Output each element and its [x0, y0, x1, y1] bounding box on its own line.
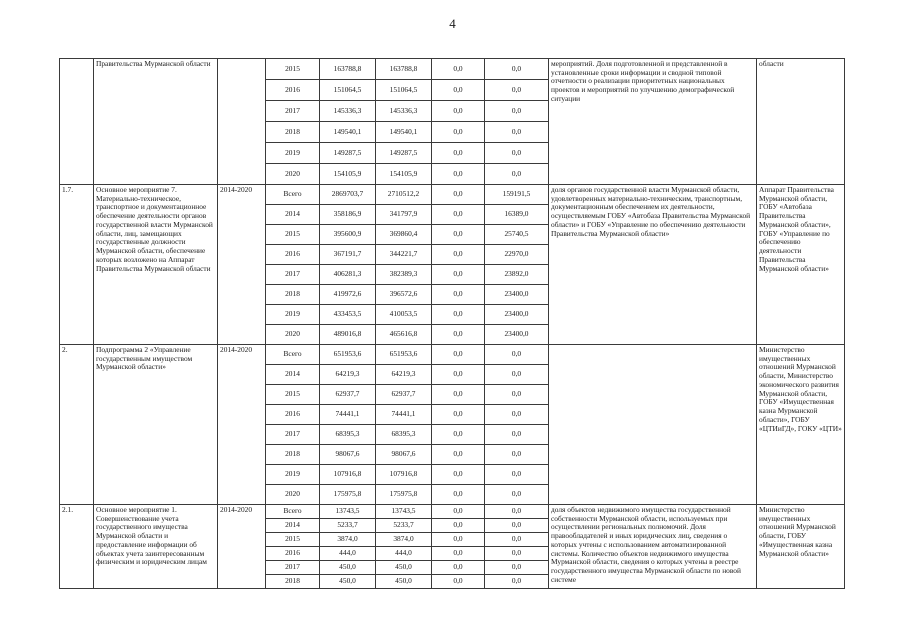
regional-cell: 13743,5 — [376, 505, 432, 519]
total-cell: 74441,1 — [320, 405, 376, 425]
activity-name-cell: Основное мероприятие 7. Материально-техническое, транспортное и документационное обеспечение деятельности органов государственной власти Мурманской области, лиц, замещающих государственные должности Мурманской области, обеспечение которых возложено на Аппарат Правительства Мурманской области — [94, 185, 218, 345]
federal-cell: 0,0 — [432, 445, 485, 465]
result-indicator-cell: мероприятий. Доля подготовленной и представленной в установленные сроки информации и сводной типовой отчетности о реализации приоритетных национальных проектов и мероприятий по улучшению демографической ситуации — [549, 59, 757, 185]
regional-cell: 450,0 — [376, 561, 432, 575]
federal-cell: 0,0 — [432, 425, 485, 445]
year-cell: 2015 — [266, 533, 320, 547]
federal-cell: 0,0 — [432, 185, 485, 205]
row-number-cell: 2.1. — [60, 505, 94, 589]
other-cell: 0,0 — [485, 519, 549, 533]
total-cell: 62937,7 — [320, 385, 376, 405]
other-cell: 0,0 — [485, 143, 549, 164]
year-cell: 2017 — [266, 265, 320, 285]
other-cell: 0,0 — [485, 533, 549, 547]
federal-cell: 0,0 — [432, 325, 485, 345]
regional-cell: 396572,6 — [376, 285, 432, 305]
year-cell: Всего — [266, 505, 320, 519]
total-cell: 419972,6 — [320, 285, 376, 305]
table-row — [60, 505, 845, 519]
total-cell: 450,0 — [320, 561, 376, 575]
year-cell: 2018 — [266, 122, 320, 143]
other-cell: 0,0 — [485, 425, 549, 445]
other-cell: 0,0 — [485, 575, 549, 589]
other-cell: 0,0 — [485, 59, 549, 80]
program-budget-table — [59, 58, 845, 589]
executor-cell: Министерство имущественных отношений Мурманской области, ГОБУ «Имущественная казна Мурманской области» — [757, 505, 845, 589]
federal-cell: 0,0 — [432, 164, 485, 185]
other-cell: 0,0 — [485, 561, 549, 575]
federal-cell: 0,0 — [432, 285, 485, 305]
other-cell: 0,0 — [485, 547, 549, 561]
other-cell: 0,0 — [485, 101, 549, 122]
year-cell: 2015 — [266, 385, 320, 405]
other-cell: 23400,0 — [485, 325, 549, 345]
federal-cell: 0,0 — [432, 101, 485, 122]
regional-cell: 3874,0 — [376, 533, 432, 547]
other-cell: 159191,5 — [485, 185, 549, 205]
regional-cell: 651953,6 — [376, 345, 432, 365]
table-row — [60, 185, 845, 205]
year-cell: 2017 — [266, 561, 320, 575]
federal-cell: 0,0 — [432, 519, 485, 533]
regional-cell: 74441,1 — [376, 405, 432, 425]
period-cell: 2014-2020 — [218, 185, 266, 345]
total-cell: 450,0 — [320, 575, 376, 589]
regional-cell: 149540,1 — [376, 122, 432, 143]
regional-cell: 450,0 — [376, 575, 432, 589]
year-cell: 2015 — [266, 59, 320, 80]
regional-cell: 465616,8 — [376, 325, 432, 345]
year-cell: 2014 — [266, 519, 320, 533]
regional-cell: 344221,7 — [376, 245, 432, 265]
year-cell: 2016 — [266, 245, 320, 265]
total-cell: 68395,3 — [320, 425, 376, 445]
regional-cell: 369860,4 — [376, 225, 432, 245]
federal-cell: 0,0 — [432, 122, 485, 143]
year-cell: Всего — [266, 345, 320, 365]
executor-cell: Министерство имущественных отношений Мурманской области, Министерство экономического развития Мурманской области, ГОБУ «Имущественная казна Мурманской области», ГОБУ «ЦТИиГД», ГОКУ «ЦТИ» — [757, 345, 845, 505]
year-cell: 2020 — [266, 325, 320, 345]
year-cell: 2019 — [266, 143, 320, 164]
year-cell: 2020 — [266, 164, 320, 185]
regional-cell: 5233,7 — [376, 519, 432, 533]
total-cell: 149540,1 — [320, 122, 376, 143]
total-cell: 145336,3 — [320, 101, 376, 122]
year-cell: 2016 — [266, 547, 320, 561]
regional-cell: 145336,3 — [376, 101, 432, 122]
other-cell: 0,0 — [485, 385, 549, 405]
year-cell: 2014 — [266, 365, 320, 385]
year-cell: Всего — [266, 185, 320, 205]
regional-cell: 444,0 — [376, 547, 432, 561]
other-cell: 23400,0 — [485, 305, 549, 325]
federal-cell: 0,0 — [432, 561, 485, 575]
federal-cell: 0,0 — [432, 465, 485, 485]
total-cell: 149287,5 — [320, 143, 376, 164]
federal-cell: 0,0 — [432, 265, 485, 285]
year-cell: 2017 — [266, 101, 320, 122]
total-cell: 358186,9 — [320, 205, 376, 225]
page-number: 4 — [449, 16, 456, 31]
other-cell: 0,0 — [485, 345, 549, 365]
total-cell: 367191,7 — [320, 245, 376, 265]
regional-cell: 410053,5 — [376, 305, 432, 325]
regional-cell: 175975,8 — [376, 485, 432, 505]
total-cell: 444,0 — [320, 547, 376, 561]
row-number-cell — [60, 59, 94, 185]
year-cell: 2016 — [266, 80, 320, 101]
regional-cell: 154105,9 — [376, 164, 432, 185]
federal-cell: 0,0 — [432, 345, 485, 365]
year-cell: 2017 — [266, 425, 320, 445]
period-cell: 2014-2020 — [218, 345, 266, 505]
federal-cell: 0,0 — [432, 305, 485, 325]
federal-cell: 0,0 — [432, 533, 485, 547]
row-number-cell: 2. — [60, 345, 94, 505]
activity-name-cell: Основное мероприятие 1. Совершенствование учета государственного имущества Мурманской области и предоставление информации об объектах учета заинтересованным физическим и юридическим лицам — [94, 505, 218, 589]
result-indicator-cell — [549, 345, 757, 505]
federal-cell: 0,0 — [432, 80, 485, 101]
total-cell: 163788,8 — [320, 59, 376, 80]
regional-cell: 62937,7 — [376, 385, 432, 405]
other-cell: 0,0 — [485, 405, 549, 425]
year-cell: 2015 — [266, 225, 320, 245]
regional-cell: 68395,3 — [376, 425, 432, 445]
activity-name-cell: Подпрограмма 2 «Управление государственным имуществом Мурманской области» — [94, 345, 218, 505]
table-row — [60, 345, 845, 365]
federal-cell: 0,0 — [432, 143, 485, 164]
result-indicator-cell: доля органов государственной власти Мурманской области, удовлетворенных материально-техническим, транспортным, документационным обеспечением их деятельности, осуществляемым ГОБУ «Автобаза Правительства Мурманской области» и ГОБУ «Управление по обеспечению деятельности Правительства Мурманской области» — [549, 185, 757, 345]
regional-cell: 98067,6 — [376, 445, 432, 465]
executor-cell: Аппарат Правительства Мурманской области, ГОБУ «Автобаза Правительства Мурманской области», ГОБУ «Управление по обеспечению деятельности Правительства Мурманской области» — [757, 185, 845, 345]
year-cell: 2014 — [266, 205, 320, 225]
year-cell: 2019 — [266, 465, 320, 485]
other-cell: 23400,0 — [485, 285, 549, 305]
total-cell: 651953,6 — [320, 345, 376, 365]
federal-cell: 0,0 — [432, 205, 485, 225]
year-cell: 2018 — [266, 445, 320, 465]
total-cell: 3874,0 — [320, 533, 376, 547]
other-cell: 0,0 — [485, 365, 549, 385]
other-cell: 0,0 — [485, 164, 549, 185]
federal-cell: 0,0 — [432, 547, 485, 561]
total-cell: 5233,7 — [320, 519, 376, 533]
federal-cell: 0,0 — [432, 385, 485, 405]
federal-cell: 0,0 — [432, 365, 485, 385]
total-cell: 107916,8 — [320, 465, 376, 485]
other-cell: 0,0 — [485, 505, 549, 519]
federal-cell: 0,0 — [432, 245, 485, 265]
regional-cell: 149287,5 — [376, 143, 432, 164]
total-cell: 175975,8 — [320, 485, 376, 505]
other-cell: 0,0 — [485, 465, 549, 485]
total-cell: 154105,9 — [320, 164, 376, 185]
year-cell: 2018 — [266, 575, 320, 589]
other-cell: 0,0 — [485, 485, 549, 505]
activity-name-cell: Правительства Мурманской области — [94, 59, 218, 185]
other-cell: 23892,0 — [485, 265, 549, 285]
other-cell: 0,0 — [485, 80, 549, 101]
other-cell: 0,0 — [485, 445, 549, 465]
total-cell: 151064,5 — [320, 80, 376, 101]
year-cell: 2019 — [266, 305, 320, 325]
federal-cell: 0,0 — [432, 225, 485, 245]
executor-cell: области — [757, 59, 845, 185]
federal-cell: 0,0 — [432, 575, 485, 589]
regional-cell: 64219,3 — [376, 365, 432, 385]
federal-cell: 0,0 — [432, 485, 485, 505]
result-indicator-cell: доля объектов недвижимого имущества государственной собственности Мурманской области, используемых при осуществлении региональных полномочий. Доля правообладателей и иных юридических лиц, сведения о которых учтены с использованием автоматизированной системы. Количество объектов недвижимого имущества Мурманской области, сведения о которых учтены в реестре государственного имущества Мурманской области по новой системе — [549, 505, 757, 589]
federal-cell: 0,0 — [432, 505, 485, 519]
total-cell: 64219,3 — [320, 365, 376, 385]
regional-cell: 151064,5 — [376, 80, 432, 101]
table-row — [60, 59, 845, 80]
regional-cell: 382389,3 — [376, 265, 432, 285]
period-cell: 2014-2020 — [218, 505, 266, 589]
total-cell: 406281,3 — [320, 265, 376, 285]
total-cell: 98067,6 — [320, 445, 376, 465]
total-cell: 489016,8 — [320, 325, 376, 345]
regional-cell: 107916,8 — [376, 465, 432, 485]
period-cell — [218, 59, 266, 185]
row-number-cell: 1.7. — [60, 185, 94, 345]
other-cell: 25740,5 — [485, 225, 549, 245]
total-cell: 2869703,7 — [320, 185, 376, 205]
regional-cell: 163788,8 — [376, 59, 432, 80]
other-cell: 0,0 — [485, 122, 549, 143]
total-cell: 13743,5 — [320, 505, 376, 519]
total-cell: 433453,5 — [320, 305, 376, 325]
other-cell: 16389,0 — [485, 205, 549, 225]
year-cell: 2016 — [266, 405, 320, 425]
other-cell: 22970,0 — [485, 245, 549, 265]
year-cell: 2018 — [266, 285, 320, 305]
year-cell: 2020 — [266, 485, 320, 505]
regional-cell: 341797,9 — [376, 205, 432, 225]
federal-cell: 0,0 — [432, 405, 485, 425]
total-cell: 395600,9 — [320, 225, 376, 245]
regional-cell: 2710512,2 — [376, 185, 432, 205]
federal-cell: 0,0 — [432, 59, 485, 80]
